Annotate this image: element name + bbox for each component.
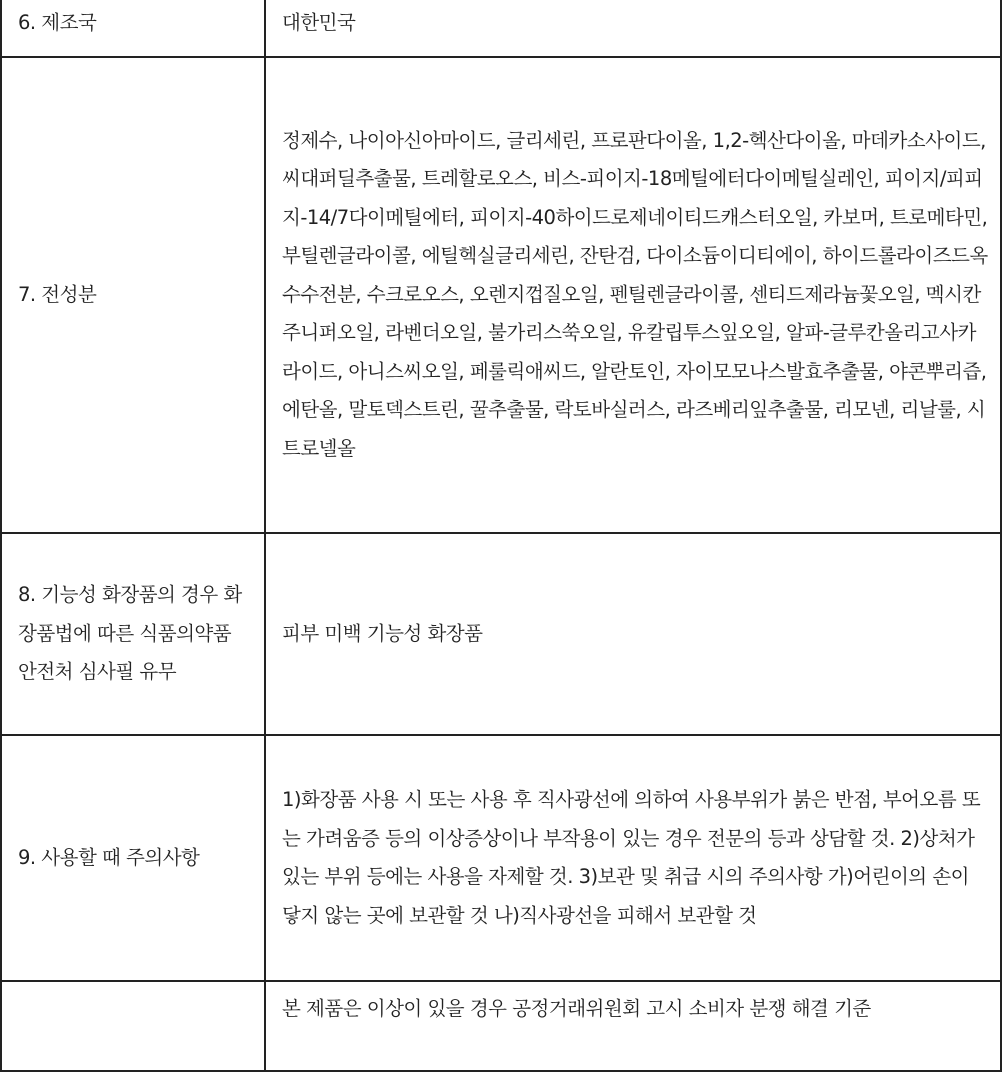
row-label-country: 6. 제조국 <box>1 0 265 57</box>
row-label-functional-cosmetic: 8. 기능성 화장품의 경우 화장품법에 따른 식품의약품 안전처 심사필 유무 <box>1 533 265 735</box>
row-label-quality-guarantee <box>1 981 265 1071</box>
row-label-precautions: 9. 사용할 때 주의사항 <box>1 735 265 981</box>
table-row-precautions <box>1 735 1001 981</box>
table-row-country-of-manufacture <box>1 0 1001 57</box>
row-value-precautions: 1)화장품 사용 시 또는 사용 후 직사광선에 의하여 사용부위가 붉은 반점, 부어오름 또는 가려움증 등의 이상증상이나 부작용이 있는 경우 전문의 등과 상담할 것. 2)상처가 있는 부위 등에는 사용을 자제할 것. 3)보관 및 취급 시의 주의사항 가)어린이의 손이 닿지 않는 곳에 보관할 것 나)직사광선을 피해서 보관할 것 <box>265 735 1001 981</box>
table-row-quality-guarantee <box>1 981 1001 1071</box>
row-value-country: 대한민국 <box>265 0 1001 57</box>
row-value-ingredients: 정제수, 나이아신아마이드, 글리세린, 프로판다이올, 1,2-헥산다이올, 마데카소사이드, 씨대퍼딜추출물, 트레할로오스, 비스-피이지-18메틸에터다이메틸실레인, 피이지/피피지-14/7다이메틸에터, 피이지-40하이드로제네이티드캐스터오일, 카보머, 트로메타민, 부틸렌글라이콜, 에틸헥실글리세린, 잔탄검, 다이소듐이디티에이, 하이드롤라이즈드옥수수전분, 수크로오스, 오렌지껍질오일, 펜틸렌글라이콜, 센티드제라늄꽃오일, 멕시칸주니퍼오일, 라벤더오일, 불가리스쑥오일, 유칼립투스잎오일, 알파-글루칸올리고사카라이드, 아니스씨오일, 페룰릭애씨드, 알란토인, 자이모모나스발효추출물, 야콘뿌리즙, 에탄올, 말토덱스트린, 꿀추출물, 락토바실러스, 라즈베리잎추출물, 리모넨, 리날룰, 시트로넬올 <box>265 57 1001 533</box>
row-value-functional-cosmetic: 피부 미백 기능성 화장품 <box>265 533 1001 735</box>
row-label-ingredients: 7. 전성분 <box>1 57 265 533</box>
row-value-quality-guarantee: 본 제품은 이상이 있을 경우 공정거래위원회 고시 소비자 분쟁 해결 기준 <box>265 981 1001 1071</box>
table-row-full-ingredients <box>1 57 1001 533</box>
table-row-functional-cosmetic <box>1 533 1001 735</box>
